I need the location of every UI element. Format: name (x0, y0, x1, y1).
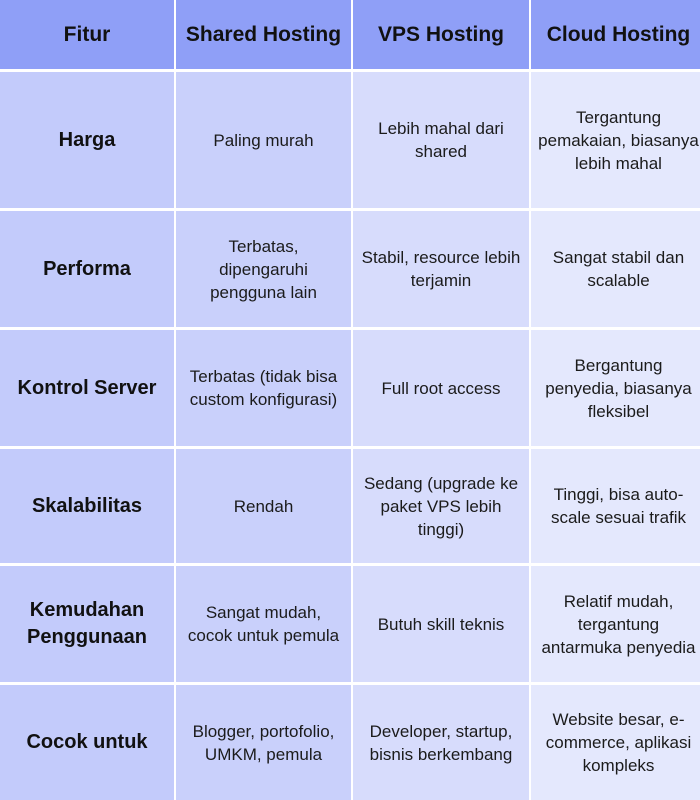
feature-performa: Performa (0, 211, 174, 330)
cell-cocok-cloud: Website besar, e-commerce, aplikasi kompleks (531, 685, 700, 800)
cell-performa-cloud: Sangat stabil dan scalable (531, 211, 700, 330)
cell-skalabilitas-vps: Sedang (upgrade ke paket VPS lebih tinggi) (353, 449, 529, 566)
feature-kontrol-server: Kontrol Server (0, 330, 174, 449)
cell-cocok-vps: Developer, startup, bisnis berkembang (353, 685, 529, 800)
header-fitur: Fitur (0, 0, 174, 72)
cell-kemudahan-shared: Sangat mudah, cocok untuk pemula (176, 566, 351, 685)
cell-performa-vps: Stabil, resource lebih terjamin (353, 211, 529, 330)
cell-skalabilitas-cloud: Tinggi, bisa auto-scale sesuai trafik (531, 449, 700, 566)
cell-harga-shared: Paling murah (176, 72, 351, 211)
feature-cocok-untuk: Cocok untuk (0, 685, 174, 800)
cell-skalabilitas-shared: Rendah (176, 449, 351, 566)
cell-cocok-shared: Blogger, portofolio, UMKM, pemula (176, 685, 351, 800)
header-vps-hosting: VPS Hosting (353, 0, 529, 72)
cell-kontrol-shared: Terbatas (tidak bisa custom konfigurasi) (176, 330, 351, 449)
cell-performa-shared: Terbatas, dipengaruhi pengguna lain (176, 211, 351, 330)
feature-skalabilitas: Skalabilitas (0, 449, 174, 566)
header-cloud-hosting: Cloud Hosting (531, 0, 700, 72)
cell-kontrol-cloud: Bergantung penyedia, biasanya fleksibel (531, 330, 700, 449)
header-shared-hosting: Shared Hosting (176, 0, 351, 72)
cell-kemudahan-vps: Butuh skill teknis (353, 566, 529, 685)
cell-kontrol-vps: Full root access (353, 330, 529, 449)
cell-harga-vps: Lebih mahal dari shared (353, 72, 529, 211)
feature-kemudahan-penggunaan: Kemudahan Penggunaan (0, 566, 174, 685)
cell-harga-cloud: Tergantung pemakaian, biasanya lebih mahal (531, 72, 700, 211)
feature-harga: Harga (0, 72, 174, 211)
cell-kemudahan-cloud: Relatif mudah, tergantung antarmuka penyedia (531, 566, 700, 685)
